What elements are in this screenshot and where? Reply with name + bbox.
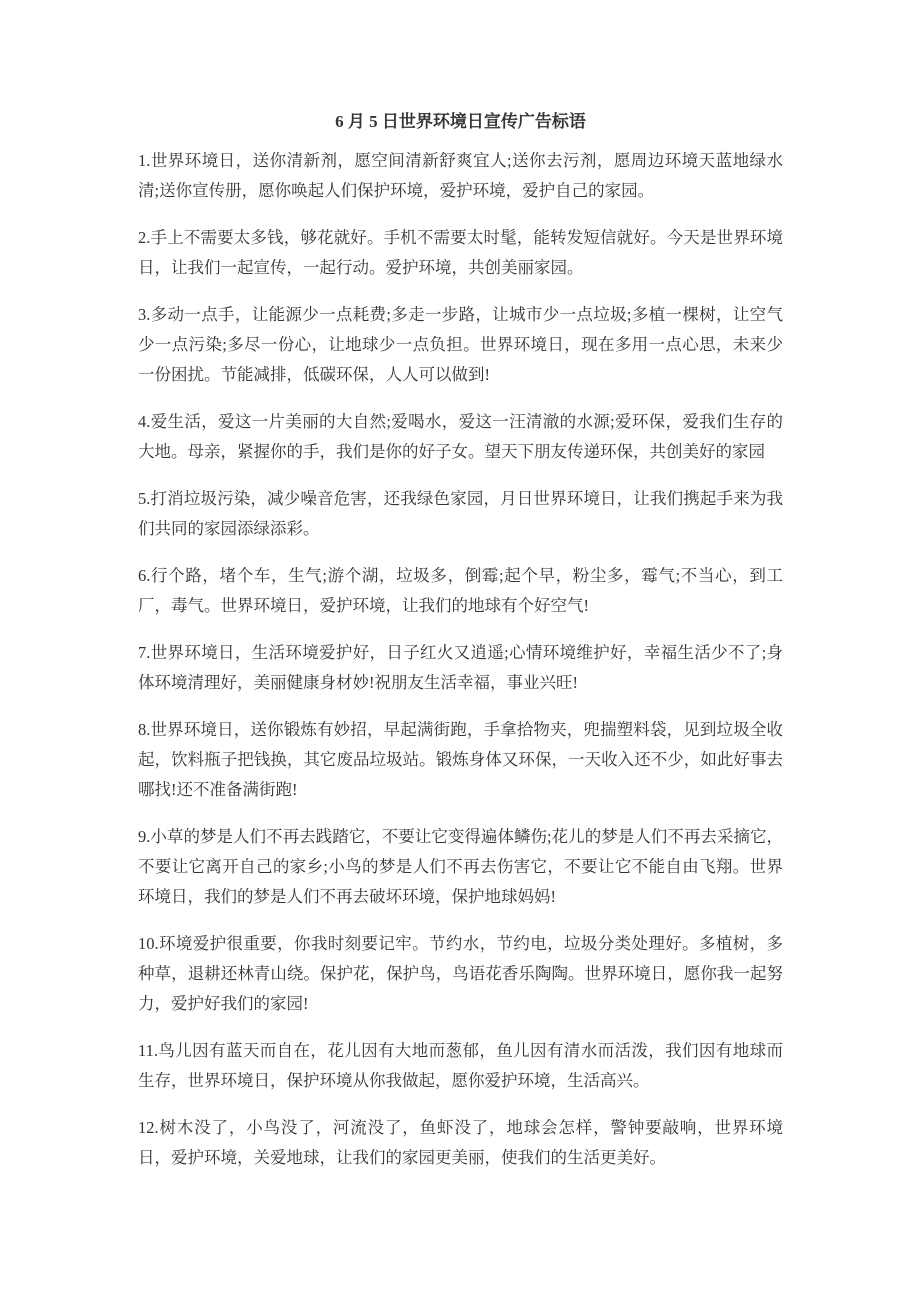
slogan-paragraph-11: 11.鸟儿因有蓝天而自在，花儿因有大地而葱郁，鱼儿因有清水而活泼，我们因有地球而生存，世界环境日，保护环境从你我做起，愿你爱护环境，生活高兴。 <box>138 1041 783 1090</box>
slogan-paragraph-6: 6.行个路，堵个车，生气;游个湖，垃圾多，倒霉;起个早，粉尘多，霉气;不当心，到工厂，毒气。世界环境日，爱护环境，让我们的地球有个好空气! <box>138 566 783 615</box>
slogan-paragraph-9: 9.小草的梦是人们不再去践踏它，不要让它变得遍体鳞伤;花儿的梦是人们不再去采摘它，不要让它离开自己的家乡;小鸟的梦是人们不再去伤害它，不要让它不能自由飞翔。世界环境日，我们的梦是人们不再去破坏环境，保护地球妈妈! <box>138 827 783 906</box>
slogan-paragraph-7: 7.世界环境日，生活环境爱护好，日子红火又逍遥;心情环境维护好，幸福生活少不了;身体环境清理好，美丽健康身材妙!祝朋友生活幸福，事业兴旺! <box>138 643 783 692</box>
slogan-paragraph-4: 4.爱生活，爱这一片美丽的大自然;爱喝水，爱这一汪清澈的水源;爱环保，爱我们生存的大地。母亲，紧握你的手，我们是你的好子女。望天下朋友传递环保，共创美好的家园 <box>138 412 783 461</box>
slogan-paragraph-5: 5.打消垃圾污染，减少噪音危害，还我绿色家园，月日世界环境日，让我们携起手来为我们共同的家园添绿添彩。 <box>138 489 783 538</box>
document-title: 6 月 5 日世界环境日宣传广告标语 <box>335 112 586 131</box>
slogan-paragraph-10: 10.环境爱护很重要，你我时刻要记牢。节约水，节约电，垃圾分类处理好。多植树，多种草，退耕还林青山绕。保护花，保护鸟，鸟语花香乐陶陶。世界环境日，愿你我一起努力，爱护好我们的家园! <box>138 934 783 1013</box>
slogan-paragraph-8: 8.世界环境日，送你锻炼有妙招，早起满街跑，手拿拾物夹，兜揣塑料袋，见到垃圾全收起，饮料瓶子把钱换，其它废品垃圾站。锻炼身体又环保，一天收入还不少，如此好事去哪找!还不准备满街跑! <box>138 720 783 799</box>
slogan-paragraph-12: 12.树木没了，小鸟没了，河流没了，鱼虾没了，地球会怎样，警钟要敲响，世界环境日，爱护环境，关爱地球，让我们的家园更美丽，使我们的生活更美好。 <box>138 1118 783 1167</box>
slogan-paragraph-2: 2.手上不需要太多钱，够花就好。手机不需要太时髦，能转发短信就好。今天是世界环境日，让我们一起宣传，一起行动。爱护环境，共创美丽家园。 <box>138 228 783 277</box>
slogan-paragraph-3: 3.多动一点手，让能源少一点耗费;多走一步路，让城市少一点垃圾;多植一棵树，让空气少一点污染;多尽一份心，让地球少一点负担。世界环境日，现在多用一点心思，未来少一份困扰。节能减排，低碳环保，人人可以做到! <box>138 305 783 384</box>
slogan-paragraph-1: 1.世界环境日，送你清新剂，愿空间清新舒爽宜人;送你去污剂，愿周边环境天蓝地绿水清;送你宣传册，愿你唤起人们保护环境，爱护环境，爱护自己的家园。 <box>138 151 783 200</box>
